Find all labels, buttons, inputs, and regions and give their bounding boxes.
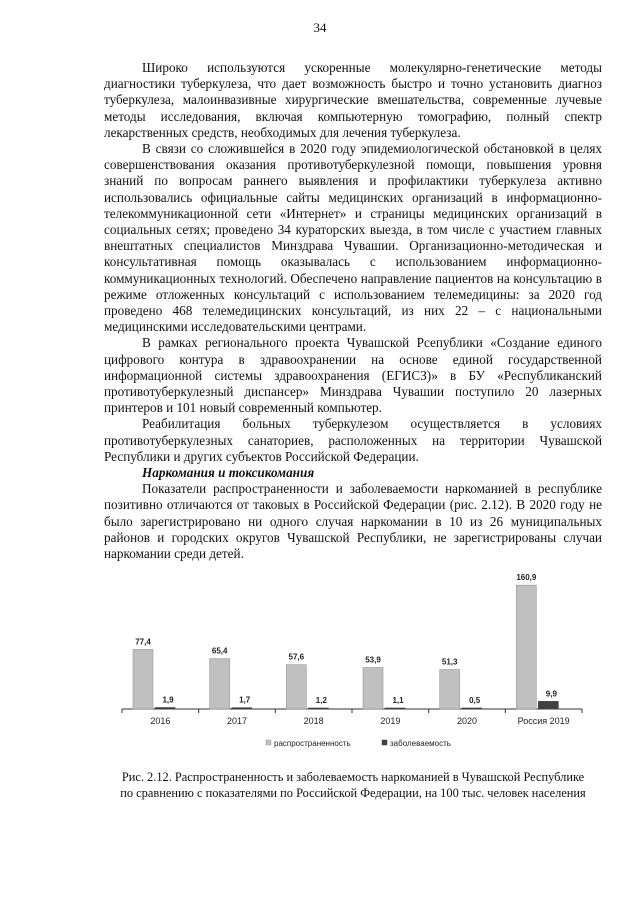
data-label-incidence: 1,9	[162, 695, 174, 705]
section-narcomania	[104, 465, 602, 562]
bar-prevalence	[286, 665, 306, 709]
data-label-prevalence: 53,9	[365, 655, 381, 665]
bar-prevalence	[440, 670, 460, 709]
legend-swatch	[382, 740, 387, 745]
section-heading: Наркомания и токсикомания	[142, 465, 315, 480]
paragraph: Широко используются ускоренные молекулярно-генетические методы диагностики туберкулеза, что дает возможность быстро и точно установить диагноз туберкулеза, малоинвазивные хирургические вмешательства, современные лучевые методы исследования, включая компьютерную томографию, полный спектр лекарственных средств, необходимых для лечения туберкулеза.	[104, 60, 602, 140]
data-label-incidence: 9,9	[545, 689, 557, 699]
paragraph: В рамках регионального проекта Чувашской Рсепублики «Создание единого цифрового контура в здравоохранении на основе единой государственной информационной системы здравоохранения (ЕГИСЗ)» в БУ «Республиканский противотуберкулезный диспансер» Минздрава Чувашии поступило 20 лазерных принтеров и 101 новый современный компьютер.	[104, 335, 602, 416]
bar-chart	[100, 566, 600, 751]
bar-prevalence	[516, 585, 536, 709]
x-tick-label: 2016	[150, 716, 171, 726]
caption-line-1: Рис. 2.12. Распространенность и заболеваемость наркоманией в Чувашской Республике	[121, 770, 585, 784]
data-label-prevalence: 65,4	[211, 646, 228, 656]
data-label-prevalence: 160,9	[516, 573, 537, 583]
chart-svg	[100, 566, 600, 751]
x-tick-label: 2019	[380, 716, 401, 726]
legend-label: заболеваемость	[390, 739, 451, 748]
data-label-incidence: 0,5	[469, 696, 481, 705]
bar-incidence	[308, 708, 328, 709]
x-tick-label: 2017	[226, 716, 248, 726]
data-label-prevalence: 77,4	[135, 637, 151, 647]
paragraph: Показатели распространенности и заболеваемости наркоманией в республике позитивно отличаются от таковых в Российской Федерации (рис. 2.12). В 2020 году не было зарегистрировано ни одного случая наркомании в 10 из 26 муниципальных районов и городских округов Чувашской Республики, не зарегистрированы случаи наркомании среди детей.	[104, 481, 602, 562]
data-label-prevalence: 57,6	[288, 652, 305, 662]
bar-prevalence	[210, 659, 230, 709]
figure-caption	[104, 770, 602, 801]
x-tick-label: 2020	[456, 716, 478, 726]
body-text	[104, 60, 602, 465]
bar-incidence	[538, 701, 558, 709]
data-label-incidence: 1,2	[315, 696, 327, 705]
caption-line-2: по сравнению с показателями по Российской Федерации, на 100 тыс. человек населения	[120, 785, 586, 800]
bar-incidence	[155, 708, 175, 709]
data-label-incidence: 1,7	[239, 695, 251, 705]
paragraph: В связи со сложившейся в 2020 году эпидемиологической обстановкой в целях совершенствования оказания противотуберкулезной помощи, повышения уровня знаний по вопросам раннего выявления и профилактики туберкулеза активно использовались официальные сайты медицинских организаций в информационно-телекоммуникационной сети «Интернет» и страницы медицинских организаций в социальных сетях; проведено 34 кураторских выезда, в том числе с участием главных внештатных специалистов Минздрава Чувашии. Организационно-методическая и консультативная помощь оказывалась с использованием информационно-коммуникационных технологий. Обеспечено направление пациентов на консультацию в режиме отложенных консультаций с использованием телемедицины: за 2020 год проведено 468 телемедицинских консультаций, из них 22 – с национальными медицинскими исследовательскими центрами.	[104, 141, 602, 335]
paragraph: Реабилитация больных туберкулезом осуществляется в условиях противотуберкулезных санаториев, расположенных на территории Чувашской Республики и других субъектов Российской Федерации.	[104, 416, 602, 464]
bar-prevalence	[133, 649, 153, 709]
data-label-incidence: 1,1	[392, 696, 404, 705]
bar-incidence	[462, 708, 482, 709]
bar-incidence	[232, 708, 252, 709]
legend-swatch	[266, 740, 271, 745]
page-number: 34	[313, 20, 327, 35]
bar-incidence	[385, 708, 405, 709]
x-tick-label: 2018	[303, 716, 324, 726]
data-label-prevalence: 51,3	[441, 657, 458, 667]
bar-prevalence	[363, 668, 383, 709]
legend-label: распространенность	[274, 739, 351, 748]
x-tick-label: Россия 2019	[517, 716, 570, 726]
